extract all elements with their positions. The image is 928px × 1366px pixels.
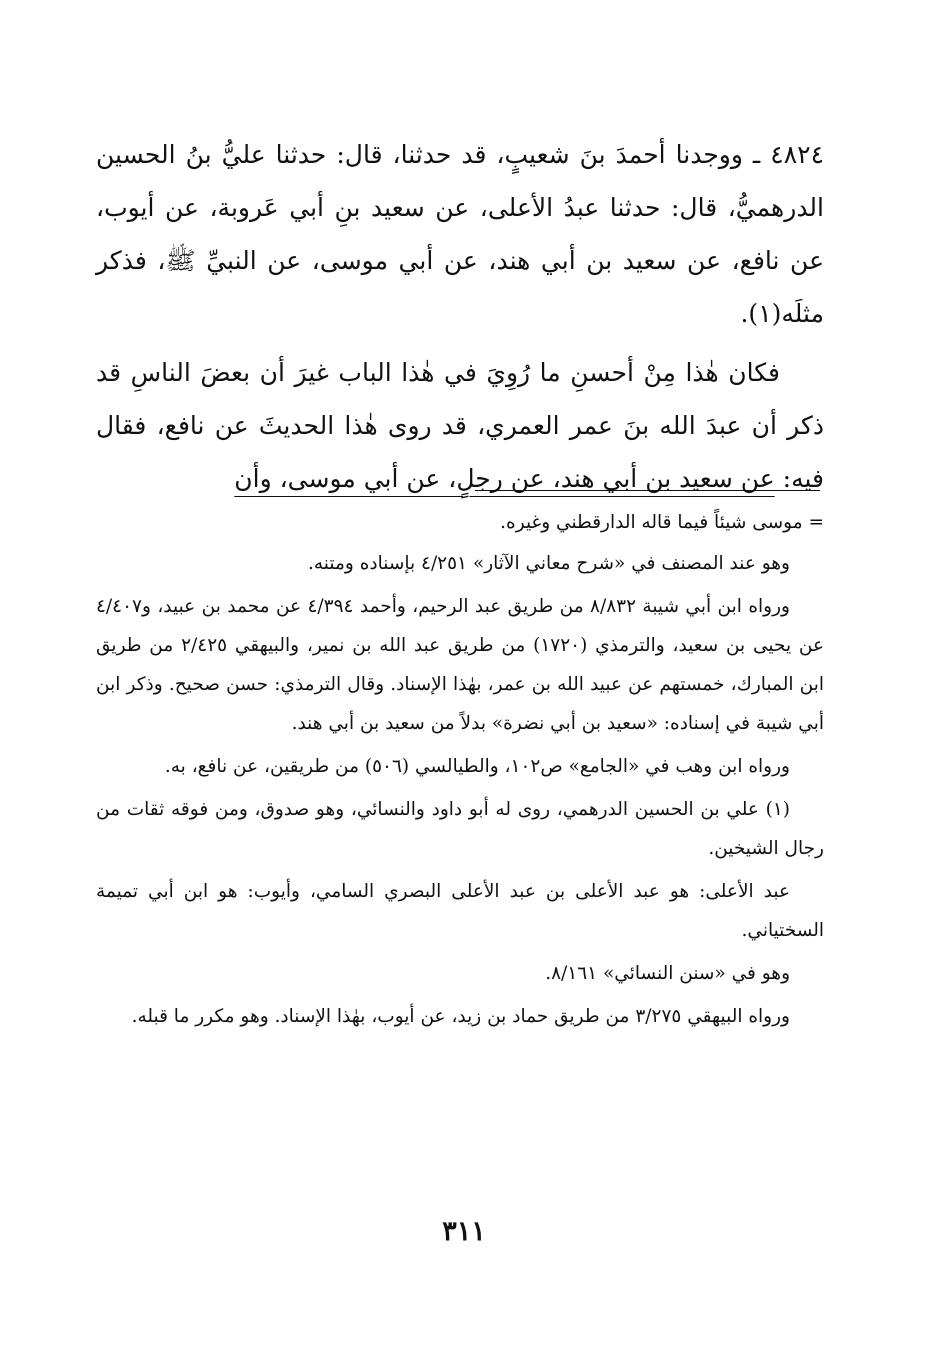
footnote-paragraph: وهو عند المصنف في «شرح معاني الآثار» ٤/٢٥١ بإسناده ومتنه.: [308, 553, 790, 574]
footnotes: [96, 503, 824, 1040]
hadith-paragraph: ٤٨٢٤ ـ ووجدنا أحمدَ بنَ شعيبٍ، قد حدثنا، قال: حدثنا عليُّ بنُ الحسين الدرهميُّ، قال: حدثنا عبدُ الأعلى، عن سعيد بنِ أبي عَروبة، عن أيوب، عن نافع، عن سعيد بن أبي هند، عن أبي موسى، عن النبيِّ ﷺ، فذكر مثلَه(١).: [96, 140, 825, 328]
footnote-paragraph: ورواه ابن أبي شيبة ٨/٨٣٢ من طريق عبد الرحيم، وأحمد ٤/٣٩٤ عن محمد بن عبيد، و٤/٤٠٧ عن يحيى بن سعيد، والترمذي (١٧٢٠) من طريق عبد الله بن نمير، والبيهقي ٢/٤٢٥ من طريق ابن المبارك، خمستهم عن عبيد الله بن عمر، بهٰذا الإسناد. وقال الترمذي: حسن صحيح. وذكر ابن أبي شيبة في إسناده: «سعيد بن أبي نضرة» بدلاً من سعيد بن أبي هند.: [96, 596, 825, 734]
footnote-paragraph: عبد الأعلى: هو عبد الأعلى بن عبد الأعلى البصري السامي، وأيوب: هو ابن أبي تميمة السختياني.: [96, 881, 824, 941]
commentary-paragraph: [96, 346, 824, 505]
page-number: ٣١١: [442, 1216, 486, 1247]
commentary-text: فكان هٰذا مِنْ أحسنِ ما رُوِيَ في هٰذا الباب غيرَ أن بعضَ الناسِ قد ذكر أن عبدَ الله بنَ عمر العمري، قد روى هٰذا الحديثَ عن نافع، فقال فيه:: [96, 358, 824, 493]
footnote-paragraph: ورواه البيهقي ٣/٢٧٥ من طريق حماد بن زيد، عن أيوب، بهٰذا الإسناد. وهو مكرر ما قبله.: [131, 1006, 790, 1027]
footnote-paragraph: وهو في «سنن النسائي» ٨/١٦١.: [545, 963, 790, 984]
footnote-separator: [475, 490, 820, 491]
footnote-continuation: = موسى شيئاً فيما قاله الدارقطني وغيره.: [500, 512, 824, 533]
footnote-paragraph: ورواه ابن وهب في «الجامع» ص١٠٢، والطيالسي (٥٠٦) من طريقين، عن نافع، به.: [164, 756, 790, 777]
footnote-1: (١) علي بن الحسين الدرهمي، روى له أبو داود والنسائي، وهو صدوق، ومن فوقه ثقات من رجال الشيخين.: [96, 799, 824, 859]
main-text: [96, 128, 824, 505]
underlined-text: عن سعيد بن أبي هند، عن رجلٍ، عن أبي موسى، وأن: [234, 464, 775, 493]
